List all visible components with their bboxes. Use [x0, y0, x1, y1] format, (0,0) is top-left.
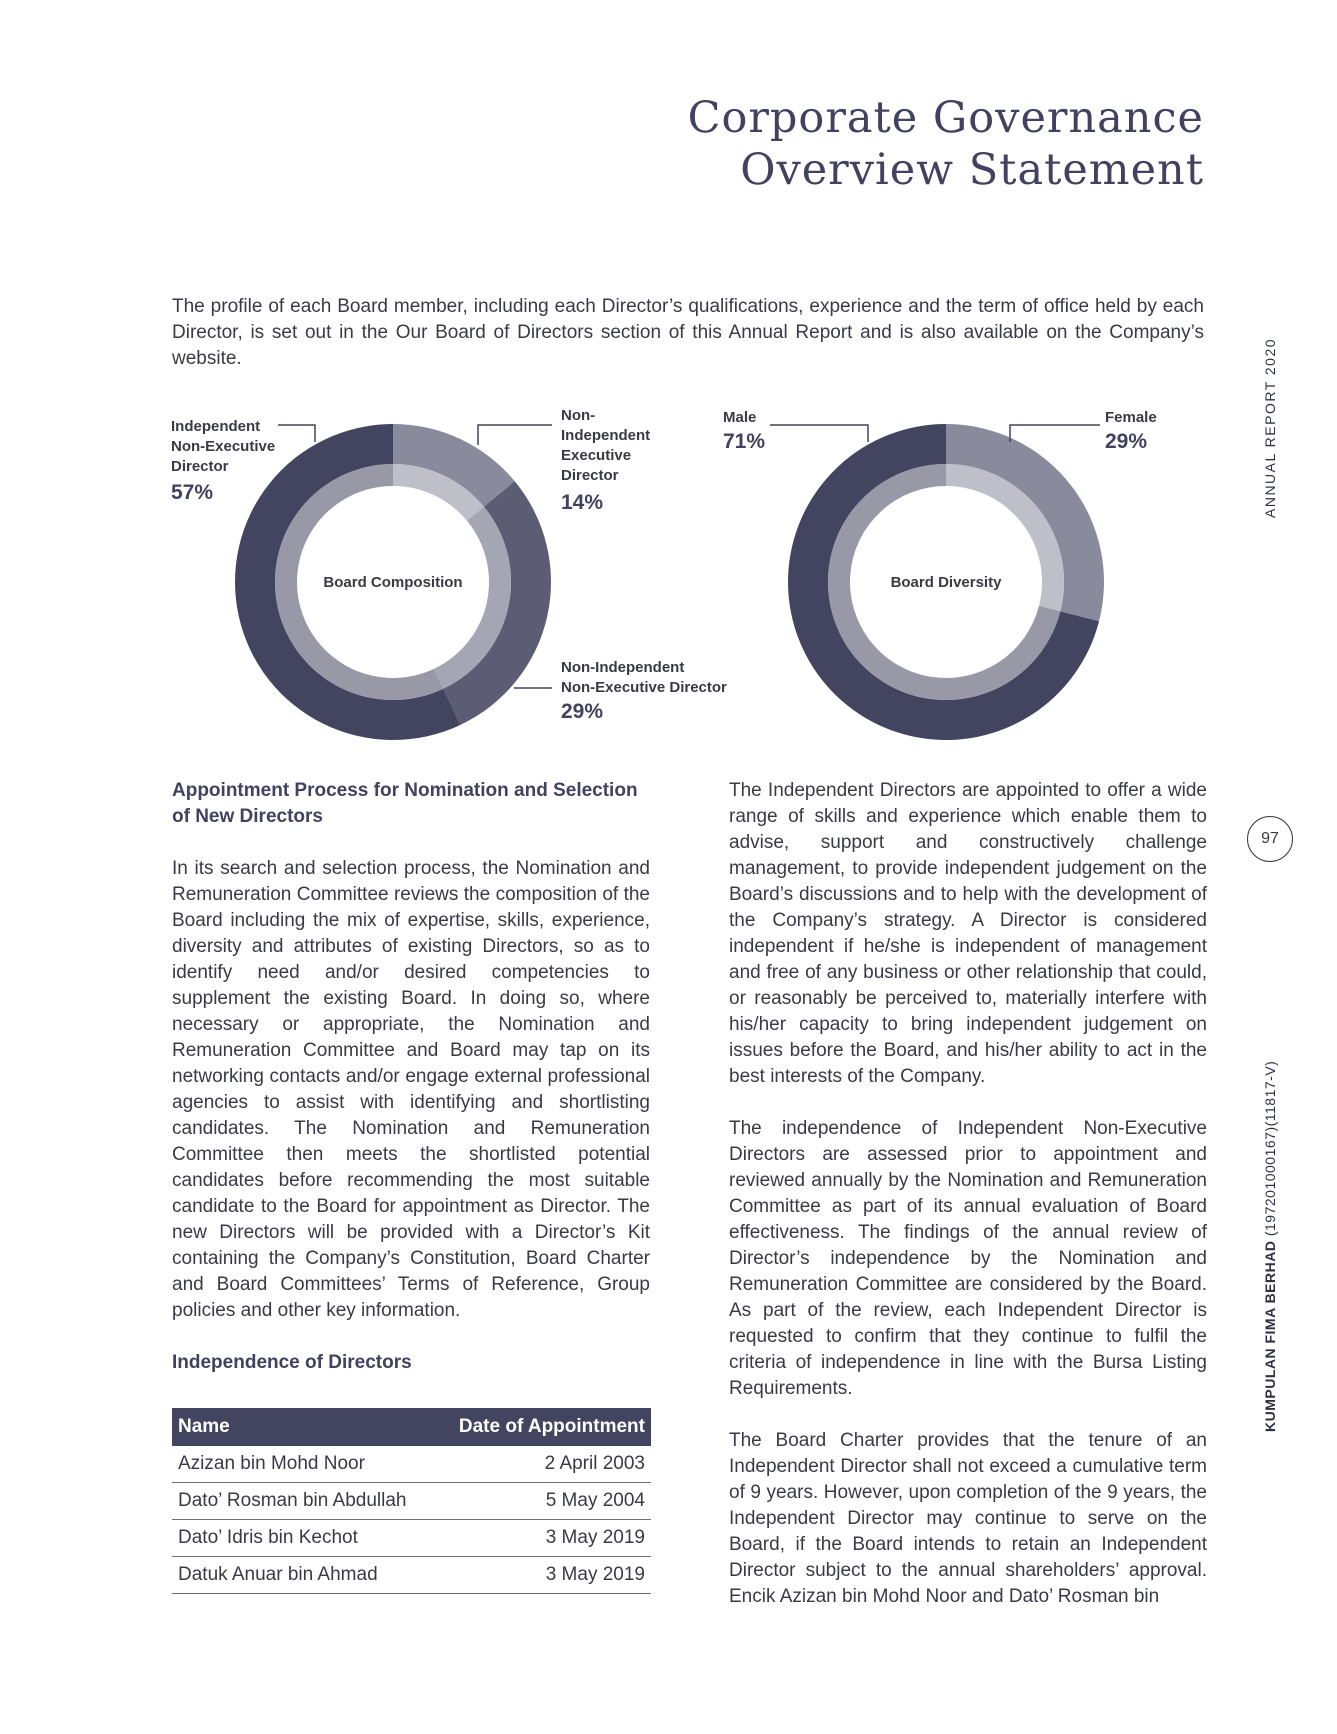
label-nined: [561, 658, 727, 698]
label-nied-line2: Independent: [561, 427, 651, 444]
page-number: 97: [1247, 816, 1293, 862]
annual-report-label: ANNUAL REPORT 2020: [1262, 337, 1278, 518]
cell-name: Dato’ Rosman bin Abdullah: [172, 1483, 435, 1520]
right-column: [729, 778, 1207, 1636]
table-row: [172, 1520, 651, 1557]
cell-date: 2 April 2003: [435, 1446, 651, 1483]
header-date: Date of Appointment: [435, 1408, 651, 1446]
leader-line-male: [770, 425, 868, 442]
table-header-row: [172, 1408, 651, 1446]
directors-table: [172, 1408, 651, 1594]
right-paragraph-2: The independence of Independent Non-Executive Directors are assessed prior to appointment and reviewed annually by the Nomination and Remuneration Committee as part of its annual evaluation of Board effectiveness. The findings of the annual review of Director’s independence by the Nomination and Remuneration Committee are considered by the Board. As part of the review, each Independent Director is requested to confirm that they continue to fulfil the criteria of independence in line with the Bursa Listing Requirements.: [729, 1118, 1207, 1399]
page-title-line1: Corporate Governance: [687, 93, 1204, 143]
company-name: KUMPULAN FIMA BERHAD: [1262, 1240, 1278, 1432]
pct-male: 71%: [723, 430, 766, 453]
pct-nied: 14%: [561, 491, 604, 514]
pct-female: 29%: [1105, 430, 1148, 453]
table-row: [172, 1557, 651, 1594]
leader-line-female: [1010, 425, 1100, 442]
label-nied-line4: Director: [561, 467, 619, 484]
label-ined-line3: Director: [171, 458, 229, 475]
label-nied-line3: Executive: [561, 447, 632, 464]
pct-ined: 57%: [171, 481, 214, 504]
left-column: [172, 778, 650, 1402]
right-paragraph-3: The Board Charter provides that the tenure of an Independent Director shall not exceed a cumulative term of 9 years. However, upon completion of the 9 years, the Independent Director may continue to serve on the Board, if the Board intends to retain an Independent Director subject to the annual shareholders’ approval. Encik Azizan bin Mohd Noor and Dato’ Rosman bin: [729, 1430, 1207, 1607]
label-ined-line2: Non-Executive: [171, 438, 276, 455]
cell-date: 3 May 2019: [435, 1520, 651, 1557]
cell-name: Azizan bin Mohd Noor: [172, 1446, 435, 1483]
leader-line-ined: [278, 425, 315, 442]
heading-independence: Independence of Directors: [172, 1352, 412, 1373]
cell-date: 5 May 2004: [435, 1483, 651, 1520]
header-name: Name: [172, 1408, 435, 1446]
label-male: Male: [723, 409, 757, 426]
label-nined-line2: Non-Executive Director: [561, 679, 727, 696]
label-female: Female: [1105, 409, 1157, 426]
label-ined-line1: Independent: [171, 418, 261, 435]
table-row: [172, 1483, 651, 1520]
leader-line-nied: [478, 425, 552, 445]
label-nied-line1: Non-: [561, 407, 596, 424]
appointment-paragraph: In its search and selection process, the Nomination and Remuneration Committee reviews the composition of the Board including the mix of expertise, skills, experience, diversity and attributes of existing Directors, so as to identify need and/or desired competencies to supplement the existing Board. In doing so, where necessary or appropriate, the Nomination and Remuneration Committee and Board may tap on its networking contacts and/or engage external professional agencies to assist with identifying and shortlisting candidates. The Nomination and Remuneration Committee then meets the shortlisted potential candidates before recommending the most suitable candidate to the Board for appointment as Director. The new Directors will be provided with a Director’s Kit containing the Company’s Constitution, Board Charter and Board Committees’ Terms of Reference, Group policies and other key information.: [172, 858, 650, 1321]
page-title-line2: Overview Statement: [740, 145, 1204, 195]
company-reg: (197201000167)(11817-V): [1262, 1060, 1278, 1241]
label-nied: [561, 406, 650, 486]
cell-name: Datuk Anuar bin Ahmad: [172, 1557, 435, 1594]
chart-title-diversity: Board Diversity: [890, 574, 1002, 591]
intro-paragraph: The profile of each Board member, including each Director’s qualifications, experience and the term of office held by each Director, is set out in the Our Board of Directors section of this Annual Report and is also available on the Company’s website.: [172, 296, 1204, 369]
label-nined-line1: Non-Independent: [561, 659, 685, 676]
cell-date: 3 May 2019: [435, 1557, 651, 1594]
chart-title-composition: Board Composition: [323, 574, 463, 591]
pct-nined: 29%: [561, 700, 604, 723]
company-label: [1262, 1061, 1278, 1432]
table-row: [172, 1446, 651, 1483]
cell-name: Dato’ Idris bin Kechot: [172, 1520, 435, 1557]
page-title: [688, 92, 1204, 196]
right-paragraph-1: The Independent Directors are appointed to offer a wide range of skills and experience which enable them to advise, support and constructively challenge management, to provide independent judgement on the Board’s discussions and to help with the development of the Company’s strategy. A Director is considered independent if he/she is independent of management and free of any business or other relationship that could, or reasonably be perceived to, materially interfere with his/her capacity to bring independent judgement on issues before the Board, and his/her ability to act in the best interests of the Company.: [729, 780, 1207, 1087]
heading-appointment: Appointment Process for Nomination and Selection of New Directors: [172, 780, 638, 827]
label-ined: [171, 417, 275, 477]
